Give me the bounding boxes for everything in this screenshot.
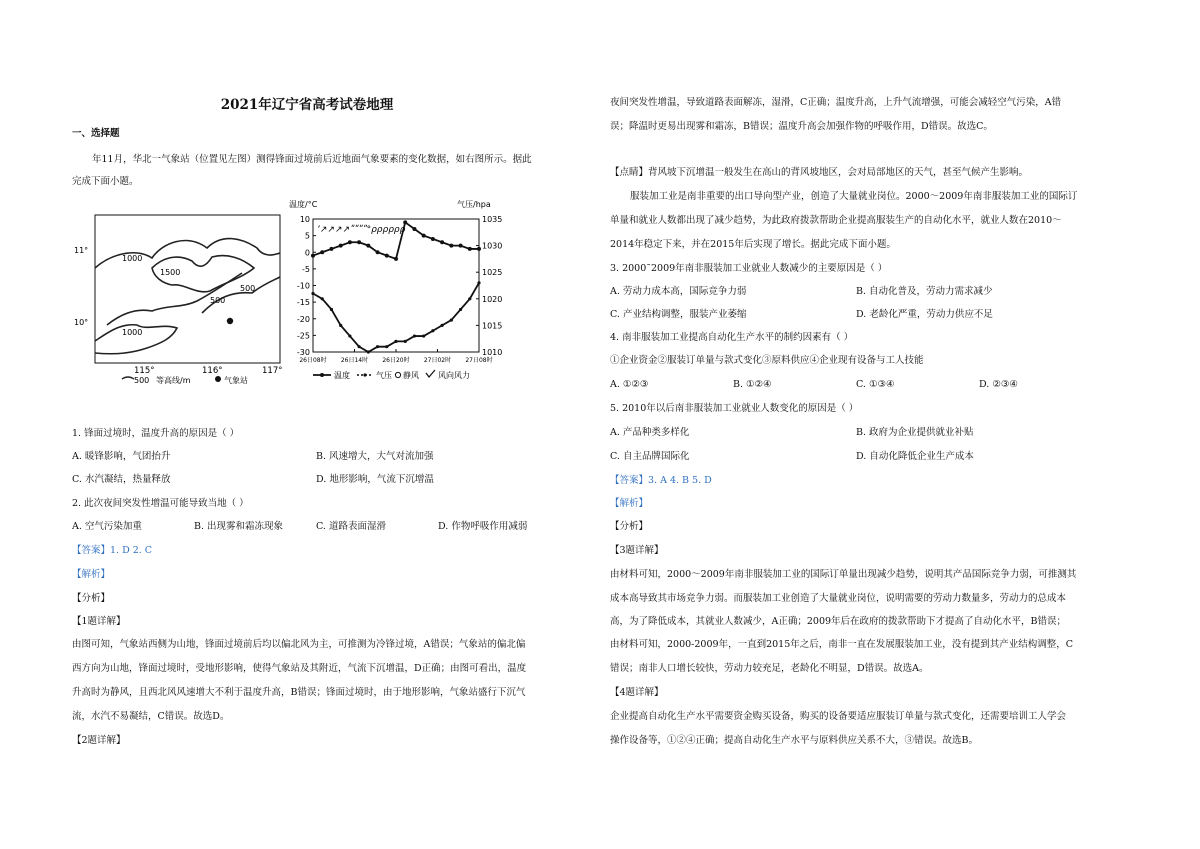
temperature-point <box>348 240 352 244</box>
right-tick-label: 1010 <box>482 348 503 357</box>
detail-3-heading: 【3题详解】 <box>610 545 664 556</box>
detail-4-line: 企业提高自动化生产水平需要资金购买设备，购买的设备要适应服装订单量与款式变化，还需要培训工人学会 <box>610 711 1067 722</box>
left-tick-label: 5 <box>304 231 310 241</box>
detail-1-line: 升高时为静风，且西北风风速增大不利于温度升高，B错误；锋面过境时，由于地形影响，气象站盛行下沉气 <box>72 687 526 698</box>
detail-3-line: 错误；南非人口增长较快，劳动力较充足，老龄化不明显，D错误。故选A。 <box>610 663 929 674</box>
q4-option-d: D. ②③④ <box>979 379 1018 390</box>
pressure-point <box>394 340 397 343</box>
x-tick-label: 27日02时 <box>423 357 452 364</box>
temperature-point <box>376 250 380 254</box>
temperature-point <box>459 244 463 248</box>
plot-frame <box>313 219 479 352</box>
temperature-point <box>394 257 398 261</box>
legend-wind-icon <box>426 370 435 377</box>
right-tick-label: 1035 <box>482 215 503 224</box>
detail-3-line: 由材料可知，2000-2009年，一直到2015年之后，南非一直在发展服装加工业，没有提到其产业结构调整，C <box>610 639 1074 650</box>
pressure-point <box>404 340 407 343</box>
temperature-point <box>385 254 389 258</box>
q5-option-c: C. 自主品牌国际化 <box>610 451 690 462</box>
q4-items: ①企业资金②服装订单量与款式变化③原料供应④企业现有设备与工人技能 <box>610 355 924 366</box>
x-tick-label: 27日08时 <box>465 357 493 364</box>
fenxi-tag: 【分析】 <box>72 593 111 604</box>
pressure-point <box>441 324 444 327</box>
material-line: 服装加工业是南非重要的出口导向型产业，创造了大量就业岗位。2000～2009年南非服装加工业的国际订 <box>630 191 1078 202</box>
detail-2-heading: 【2题详解】 <box>72 735 126 746</box>
intro-line-1: 年11月，华北一气象站（位置见左图）测得锋面过境前后近地面气象要素的变化数据，如右图所示。据此 <box>92 154 532 165</box>
q3-option-b: B. 自动化普及，劳动力需求减少 <box>856 286 993 297</box>
legend-wind: 风向风力 <box>438 371 470 380</box>
temperature-point <box>422 234 426 238</box>
detail-1-line: 西方向为山地，锋面过境时，受地形影响，使得气象站及其附近，气流下沉增温，D正确；由图可看出，温度 <box>72 663 527 674</box>
detail-4-heading: 【4题详解】 <box>610 687 664 698</box>
q3-option-c: C. 产业结构调整，服装产业萎缩 <box>610 309 747 320</box>
legend-station-text: 气象站 <box>224 376 248 385</box>
pressure-point <box>321 297 324 300</box>
detail-1-heading: 【1题详解】 <box>72 616 126 627</box>
pressure-point <box>376 345 379 348</box>
temperature-point <box>329 247 333 251</box>
wind-symbols: ʻ↗↗↗↗ʺʺʺʺ°ρρρρρρ <box>317 225 406 235</box>
detail-1-line: 流，水汽不易凝结，C错误。故选D。 <box>72 711 230 722</box>
detail-1-line: 由图可知，气象站西侧为山地，锋面过境前后均以偏北风为主，可推测为冷锋过境，A错误；气象站的偏北偏 <box>72 639 526 650</box>
left-tick-label: 0 <box>304 248 310 258</box>
q4-option-b: B. ①②④ <box>733 379 772 390</box>
q4-option-a: A. ①②③ <box>610 379 649 390</box>
left-tick-label: -15 <box>296 298 310 308</box>
x-tick-label: 26日08时 <box>299 357 327 364</box>
detail-3-line: 成本高导致其市场竞争力弱。而服装加工业创造了大量就业岗位，说明需要的劳动力数量多，劳动力的总成本 <box>610 593 1067 604</box>
pressure-point <box>358 345 361 348</box>
temperature-point <box>403 220 407 224</box>
contour-map <box>74 213 287 385</box>
q5-option-a: A. 产品种类多样化 <box>610 427 690 438</box>
temperature-point <box>431 237 435 241</box>
right-tick-label: 1020 <box>482 294 503 304</box>
q2-option-d: D. 作物呼吸作用减弱 <box>438 521 528 532</box>
left-tick-label: -25 <box>296 331 310 341</box>
q3-stem: 3. 2000˜2009年南非服装加工业就业人数减少的主要原因是（ ） <box>610 263 888 274</box>
contour-label: 1500 <box>160 268 181 277</box>
temperature-point <box>477 247 481 251</box>
detail-2-line: 误；降温时更易出现雾和霜冻，B错误；温度升高会加强作物的呼吸作用，D错误。故选C。 <box>610 121 993 132</box>
lon-label: 115° <box>134 366 155 376</box>
legend-contour-line <box>122 377 134 379</box>
weather-chart <box>289 197 549 393</box>
contour-label: 500 <box>210 296 226 305</box>
pressure-point <box>450 318 453 321</box>
pressure-point <box>385 345 388 348</box>
q1-option-b: B. 风速增大，大气对流加强 <box>316 451 434 462</box>
section-heading: 一、选择题 <box>72 128 120 139</box>
legend-contour-text: 等高线/m <box>156 376 191 385</box>
legend-temperature: 温度 <box>334 371 350 380</box>
temperature-point <box>468 247 472 251</box>
lon-label: 117° <box>262 366 283 376</box>
legend-calm: 静风 <box>403 371 419 380</box>
q4-option-c: C. ①③④ <box>856 379 895 390</box>
temperature-point <box>339 244 343 248</box>
right-axis-title: 气压/hpa <box>457 200 491 209</box>
pressure-point <box>477 281 480 284</box>
temperature-point <box>449 244 453 248</box>
analysis-tag: 【解析】 <box>610 498 649 509</box>
q1-option-d: D. 地形影响，气流下沉增温 <box>316 474 434 485</box>
detail-4-line: 操作设备等，①②④正确；提高自动化生产水平与原料供应关系不大，③错误。故选B。 <box>610 735 978 746</box>
q1-option-a: A. 暖锋影响，气团抬升 <box>72 451 171 462</box>
pressure-point <box>459 308 462 311</box>
q5-option-b: B. 政府为企业提供就业补贴 <box>856 427 974 438</box>
legend-station-icon <box>215 376 221 382</box>
pressure-point <box>413 334 416 337</box>
q3-option-a: A. 劳动力成本高，国际竞争力弱 <box>610 286 747 297</box>
pressure-point <box>311 292 314 295</box>
left-tick-label: -10 <box>296 281 310 291</box>
pressure-point <box>431 329 434 332</box>
q2-stem: 2. 此次夜间突发性增温可能导致当地（ ） <box>72 498 249 509</box>
analysis-tag: 【解析】 <box>72 569 111 580</box>
legend-temp-dot <box>320 373 324 377</box>
contour-label: 1000 <box>122 328 143 337</box>
legend-calm-icon <box>395 372 400 377</box>
temperature-point <box>412 227 416 231</box>
q3-option-d: D. 老龄化严重，劳动力供应不足 <box>856 309 993 320</box>
x-tick-label: 26日20时 <box>382 357 410 364</box>
tip-line: 【点睛】背风坡下沉增温一般发生在高山的背风坡地区，会对局部地区的天气，甚至气候产生影响。 <box>610 167 1029 178</box>
lat-label: 10° <box>74 318 89 327</box>
left-tick-label: 10 <box>299 215 310 224</box>
material-line: 2014年稳定下来，并在2015年后实现了增长。据此完成下面小题。 <box>610 239 896 250</box>
left-axis-title: 温度/°C <box>289 200 318 209</box>
temperature-point <box>320 250 324 254</box>
left-tick-label: -5 <box>302 264 310 274</box>
temperature-point <box>440 240 444 244</box>
contour-label: 1000 <box>122 254 143 263</box>
station-dot <box>227 318 233 324</box>
legend-contour-value: 500 <box>134 376 150 385</box>
pressure-point <box>339 324 342 327</box>
answer-1-2: 【答案】1. D 2. C <box>72 545 153 556</box>
q2-option-b: B. 出现雾和霜冻现象 <box>194 521 284 532</box>
page-title: 2021年辽宁省高考试卷地理 <box>220 97 394 113</box>
x-tick-label: 26日14时 <box>340 357 369 364</box>
contour-label: 500 <box>240 284 256 293</box>
pressure-point <box>367 350 370 353</box>
temperature-point <box>311 254 315 258</box>
fenxi-tag: 【分析】 <box>610 521 649 532</box>
legend-pressure: 气压 <box>376 371 392 380</box>
temperature-point <box>366 244 370 248</box>
legend-pressure-dot <box>363 373 366 376</box>
left-tick-label: -20 <box>296 314 310 324</box>
pressure-point <box>330 308 333 311</box>
q1-stem: 1. 锋面过境时，温度升高的原因是（ ） <box>72 428 240 439</box>
q1-option-c: C. 水汽凝结，热量释放 <box>72 474 171 485</box>
q2-option-c: C. 道路表面湿滑 <box>316 521 386 532</box>
right-tick-label: 1015 <box>482 321 503 331</box>
detail-3-line: 由材料可知，2000～2009年南非服装加工业的国际订单量出现减少趋势，说明其产品国际竞争力弱，可推测其 <box>610 569 1077 580</box>
q5-stem: 5. 2010年以后南非服装加工业就业人数变化的原因是（ ） <box>610 403 859 414</box>
contour-500-a <box>202 277 280 313</box>
intro-line-2: 完成下面小题。 <box>72 176 139 187</box>
right-tick-label: 1030 <box>482 241 503 251</box>
left-tick-label: -30 <box>296 348 310 357</box>
right-tick-label: 1025 <box>482 268 503 278</box>
q4-stem: 4. 南非服装加工业提高自动化生产水平的制约因素有（ ） <box>610 332 854 343</box>
detail-3-line: 高，为了降低成本，其就业人数减少，A正确；2009年后在政府的拨款帮助下才提高了自动化水平，B错误； <box>610 616 1067 627</box>
lon-label: 116° <box>202 366 223 376</box>
q5-option-d: D. 自动化降低企业生产成本 <box>856 451 974 462</box>
pressure-point <box>422 334 425 337</box>
pressure-point <box>468 297 471 300</box>
temperature-point <box>357 240 361 244</box>
pressure-point <box>348 334 351 337</box>
material-line: 单量和就业人数都出现了减少趋势，为此政府拨款帮助企业提高服装生产的自动化水平，就业人数在2010～ <box>610 215 1062 226</box>
answer-3-5: 【答案】3. A 4. B 5. D <box>610 475 712 486</box>
lat-label: 11° <box>74 246 89 255</box>
detail-2-line: 夜间突发性增温，导致道路表面解冻，湿滑，C正确；温度升高，上升气流增强，可能会减轻空气污染，A错 <box>610 97 1062 108</box>
q2-option-a: A. 空气污染加重 <box>72 521 142 532</box>
